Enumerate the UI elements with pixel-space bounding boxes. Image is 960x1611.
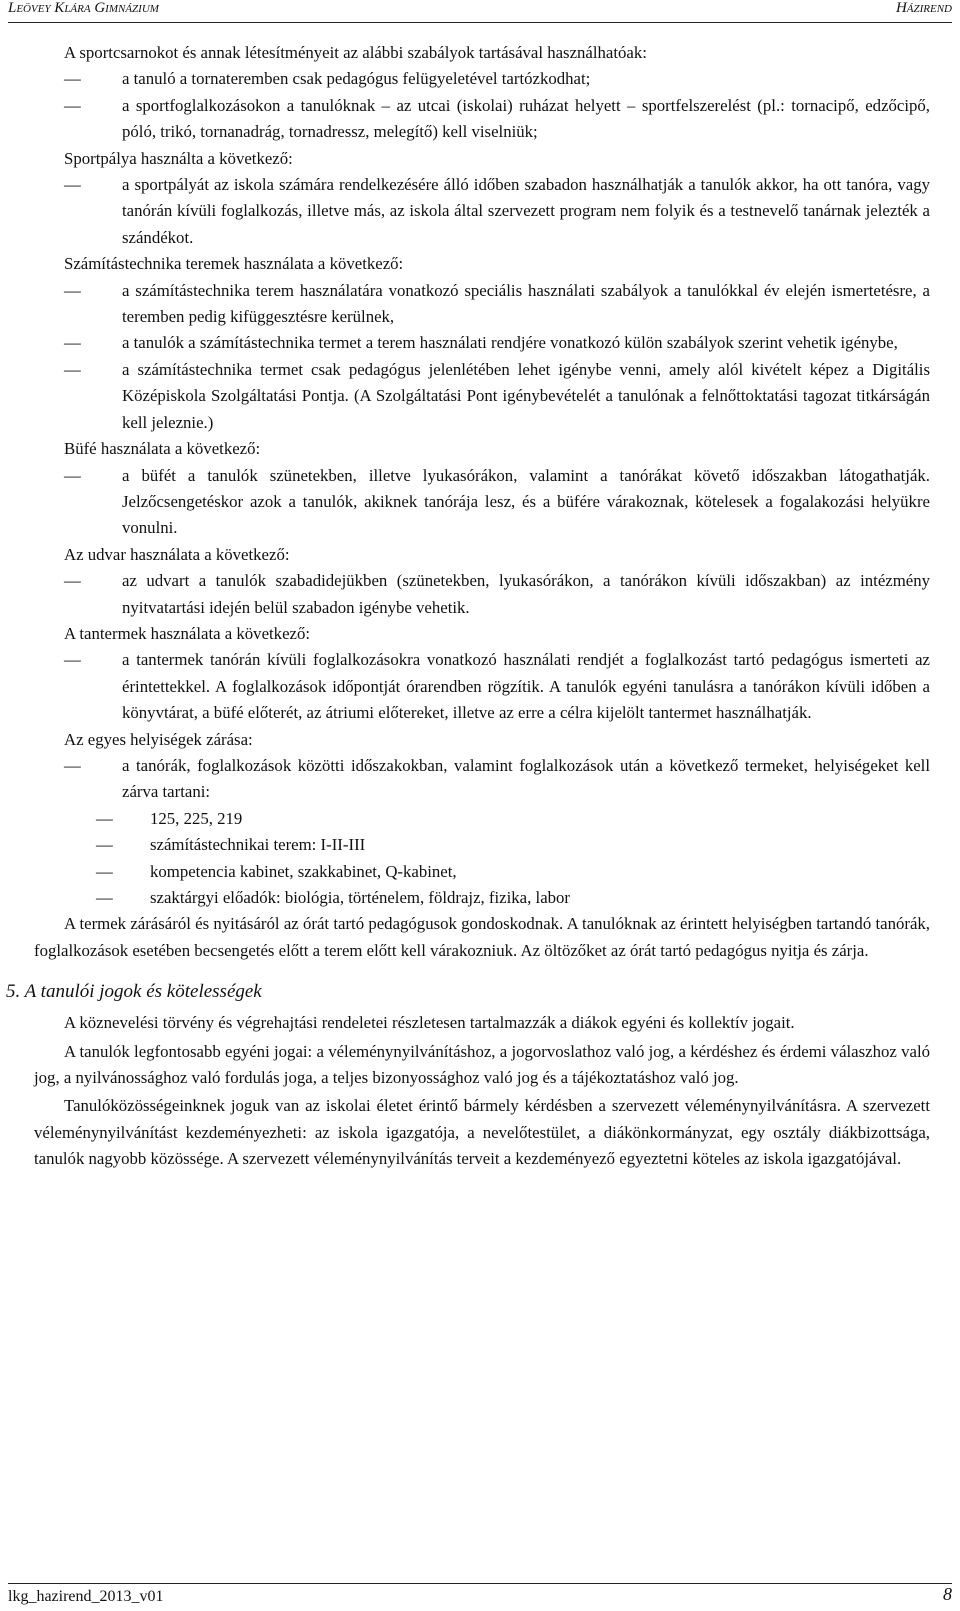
zaras-sublist <box>122 806 930 912</box>
list-item: — a tanuló a tornateremben csak pedagógus felügyeletével tartózkodhat; <box>122 66 930 92</box>
palya-heading: Sportpálya használta a következő: <box>64 148 293 168</box>
szamtech-list <box>34 278 930 436</box>
page-number: 8 <box>943 1584 952 1604</box>
palya-list <box>34 172 930 251</box>
tantermek-heading: A tantermek használata a következő: <box>64 623 311 643</box>
list-item: — a tantermek tanórán kívüli foglalkozásokra vonatkozó használati rendjét a foglalkozást tartó pedagógus ismerteti az érintettekkel. A foglalkozások időpontját órarendben rögzítik. A tanulók egyéni tanulásra a tanórákon kívüli időben a könyvtárat, a büfé előterét, az átriumi előtereket, illetve az erre a célra kijelölt tantermet használhatják. <box>122 647 930 726</box>
list-item: — a tanulók a számítástechnika termet a terem használati rendjére vonatkozó külön szabályok szerint vehetik igénybe, <box>122 330 930 356</box>
section-5 <box>6 978 930 1172</box>
udvar-list <box>34 568 930 621</box>
sublist-item: — számítástechnikai terem: I-II-III <box>150 832 930 858</box>
sport-intro: A sportcsarnokot és annak létesítményeit az alábbi szabályok tartásával használhatóak: <box>64 43 647 62</box>
sublist-item: — szaktárgyi előadók: biológia, történelem, földrajz, fizika, labor <box>150 885 930 911</box>
zaras-closing: A termek zárásáról és nyitásáról az órát tartó pedagógusok gondoskodnak. A tanulóknak az érintett helyiségben tartandó tanórák, foglalkozások esetében becsengetés előtt a terem előtt kell várakozniuk. Az öltözőket az órát tartó pedagógus nyitja és zárja. <box>34 914 930 960</box>
header-document-title: Házirend <box>895 0 952 16</box>
header-school-name: Leövey Klára Gimnázium <box>8 0 159 16</box>
udvar-heading: Az udvar használata a következő: <box>64 544 290 564</box>
section-paragraph: Tanulóközösségeinknek joguk van az iskolai életet érintő bármely kérdésben a szervezett véleménynyilvánításra. A szervezett véleménynyilvánítást kezdeményezheti: az iskola igazgatója, a nevelőtestület, a diákönkormányzat, egy osztály diákbizottsága, tanulók nagyobb közössége. A szervezett véleménynyilvánítás terveit a kezdeményező egyeztetni köteles az iskola igazgatójával. <box>34 1096 930 1169</box>
zaras-list <box>34 753 930 911</box>
page-header <box>8 0 952 23</box>
list-item <box>122 753 930 911</box>
list-item: — a számítástechnika termet csak pedagógus jelenlétében lehet igénybe venni, amely alól kivételt képez a Digitális Középiskola Szolgáltatási Pontja. (A Szolgáltatási Pont igénybevételét a tanulónak a felnőttoktatási tagozat titkárságán kell jeleznie.) <box>122 357 930 436</box>
section-heading: 5. A tanulói jogok és kötelességek <box>6 981 262 1003</box>
bufe-list <box>34 463 930 542</box>
section-paragraph: A tanulók legfontosabb egyéni jogai: a véleménynyilvánításhoz, a jogorvoslathoz való jog, a kérdéshez és érdemi válaszhoz való jog, a nyilvánossághoz való fordulás joga, a teljes bizonyossághoz való jog és a tájékoztatáshoz való jog. <box>34 1041 930 1088</box>
zaras-item-text: a tanórák, foglalkozások közötti időszakokban, valamint foglalkozások után a következő termeket, helyiségeket kell zárva tartani: <box>122 755 930 802</box>
list-item: — a büfét a tanulók szünetekben, illetve lyukasórákon, valamint a tanórákat követő időszakban látogathatják. Jelzőcsengetéskor azok a tanulók, akiknek tanórája lesz, és a büfére várakoznak, kötelesek a fogalakozási helyükre vonulni. <box>122 463 930 542</box>
zaras-heading: Az egyes helyiségek zárása: <box>64 729 253 749</box>
section-paragraph: A köznevelési törvény és végrehajtási rendeletei részletesen tartalmazzák a diákok egyéni és kollektív jogait. <box>64 1013 795 1033</box>
list-item: — az udvart a tanulók szabadidejükben (szünetekben, lyukasórákon, a tanórákon kívüli időszakban) az intézmény nyitvatartási idején belül szabadon igénybe vehetik. <box>122 568 930 621</box>
list-item: — a számítástechnika terem használatára vonatkozó speciális használati szabályok a tanulókkal év elején ismertetésre, a teremben pedig kifüggesztésre kerülnek, <box>122 278 930 331</box>
szamtech-heading: Számítástechnika teremek használata a következő: <box>64 254 404 274</box>
page-content <box>6 40 930 1175</box>
sublist-item: — 125, 225, 219 <box>150 806 930 832</box>
page-footer <box>8 1583 952 1605</box>
footer-filename: lkg_hazirend_2013_v01 <box>8 1588 164 1605</box>
list-item: — a sportpályát az iskola számára rendelkezésére álló időben szabadon használhatják a tanulók akkor, ha ott tanóra, vagy tanórán kívüli foglalkozás, illetve más, az iskola által szervezett program nem folyik és a testnevelő tanárnak jelezték a szándékot. <box>122 172 930 251</box>
sublist-item: — kompetencia kabinet, szakkabinet, Q-kabinet, <box>150 859 930 885</box>
tantermek-list <box>34 647 930 726</box>
list-item: — a sportfoglalkozásokon a tanulóknak – az utcai (iskolai) ruházat helyett – sportfelszerelést (pl.: tornacipő, edzőcipő, póló, trikó, tornanadrág, tornadressz, melegítő) kell viselniük; <box>122 93 930 146</box>
bufe-heading: Büfé használata a következő: <box>64 439 261 459</box>
sport-list <box>34 66 930 145</box>
